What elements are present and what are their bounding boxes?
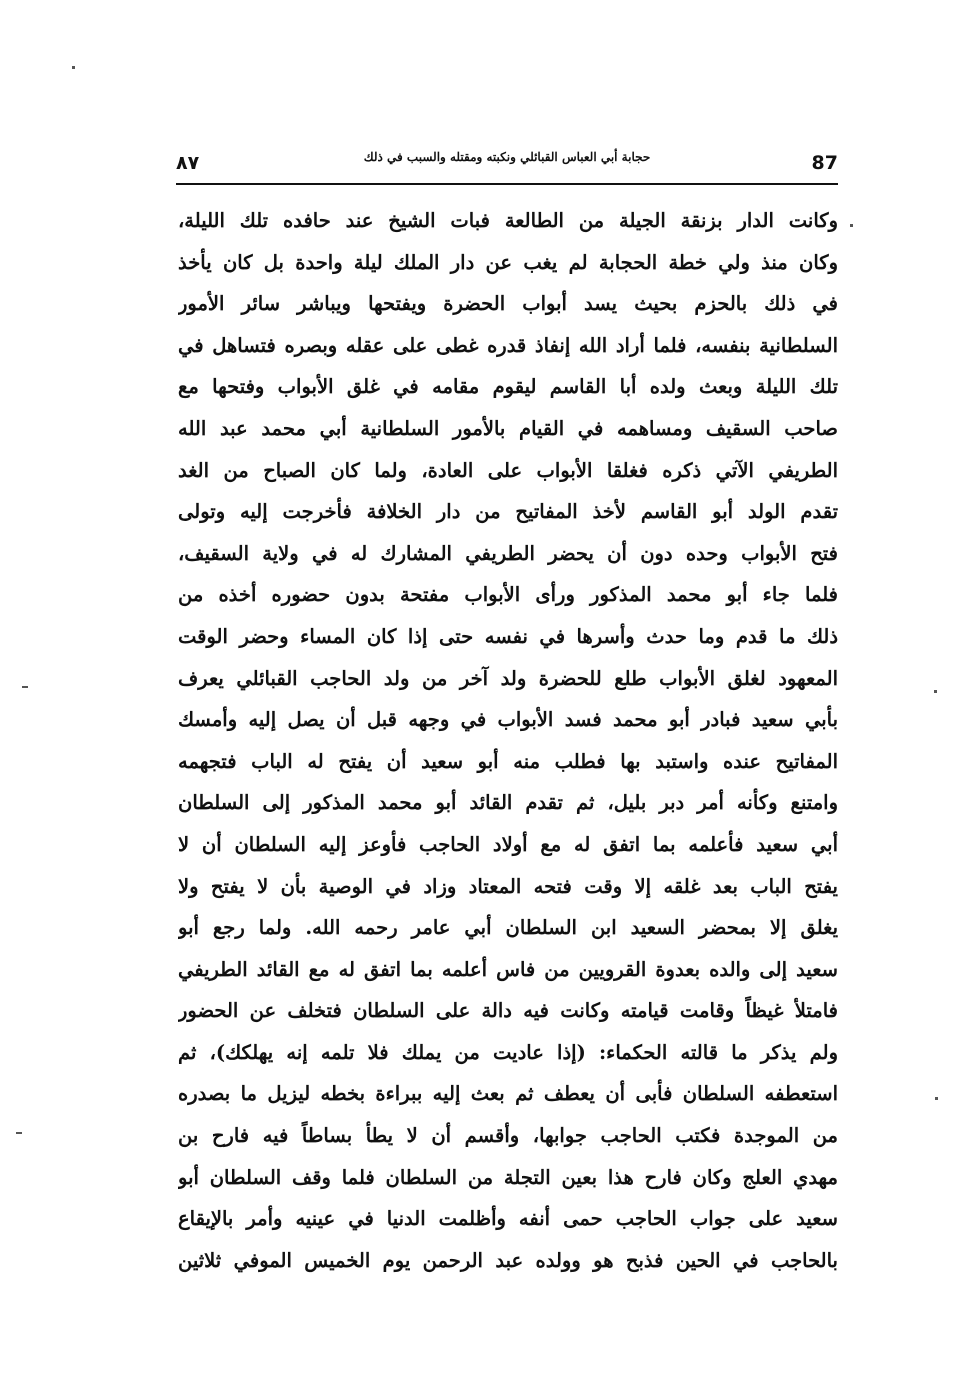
text-line: من الموجدة فكتب الحاجب جوابها، وأقسم أن لا يطأ بساطاً فيه فارح بن <box>178 1124 838 1148</box>
text-line: المفاتيح عنده واستبد بها فطلب منه أبو سعيد أن يفتح له الباب فتجهمه <box>178 749 838 773</box>
text-line: يفتح الباب بعد غلقه إلا وقت فتحه المعتاد وزاد في الوصية بأن لا يفتح ولا <box>178 874 838 898</box>
text-line: الطريفي الآتي ذكره فغلقا الأبواب على العادة، ولما كان الصباح من الغد <box>178 458 838 482</box>
scan-speck <box>72 66 75 69</box>
text-line: سعيد إلى والده بعدوة القرويين من فاس أعلمه بما اتفق له مع القائد الطريفي <box>178 957 838 981</box>
text-line: مهدي العلج وكان فارح هذا بعين التجلة من السلطان فلما وقف السلطان أبو <box>178 1165 838 1189</box>
text-line: في ذلك بالحزم بحيث يسد أبواب الحضرة ويفتحها ويباشر سائر الأمور <box>178 292 838 316</box>
body-text <box>178 200 838 1281</box>
text-line: استعطفه السلطان فأبى أن يعطف ثم بعث إليه ببراءة بخطه ليزيل ما بصدره <box>178 1082 838 1106</box>
text-line: وكان منذ ولي خطة الحجابة لم يغب عن دار الملك ليلة واحدة بل كان يأخذ <box>178 250 838 274</box>
text-line: تلك الليلة وبعث ولده أبا القاسم ليقوم مقامه في غلق الأبواب وفتحها مع <box>178 375 838 399</box>
header-divider <box>176 183 838 185</box>
text-line: ولم يذكر ما قالته الحكماء: (إذا عاديت من يملك فلا تلمه إنه يهلكك)، ثم <box>178 1040 838 1064</box>
running-header <box>176 146 838 182</box>
text-line: فتح الأبواب وحده دون أن يحضر الطريفي المشارك له في ولاية السقيف، <box>178 541 838 565</box>
text-line: أبي سعيد فأعلمه بما اتفق له مع أولاد الحاجب فأوعز إليه السلطان أن لا <box>178 832 838 856</box>
text-line: ذلك ما قدم وما حدث وأسرها في نفسه حتى إذا كان المساء وحضر الوقت <box>178 624 838 648</box>
scan-speck <box>934 690 937 693</box>
text-line: بالحاجب في الحين فذبح هو وولده عبد الرحمن يوم الخميس الموفي ثلاثين <box>178 1248 838 1272</box>
text-line: وكانت الدار بزنقة الجيلة من الطالعة فبات الشيخ عند حافده تلك الليلة، <box>178 209 838 232</box>
scan-speck <box>16 1132 22 1134</box>
text-line: المعهود لغلق الأبواب طلع للحضرة ولد آخر من ولد الحاجب القبائلي يعرف <box>178 666 838 690</box>
text-line: فامتلأ غيظاً وقامت قيامته وكانت فيه دالة على السلطان فتخلف عن الحضور <box>178 999 838 1023</box>
scan-speck <box>850 224 853 227</box>
text-line: يغلق إلا بمحضر السعيد ابن السلطان أبي عامر رحمه الله. ولما رجع أبو <box>178 916 838 940</box>
text-line: صاحب السقيف ومساهمه في القيام بالأمور السلطانية أبي محمد عبد الله <box>178 416 838 440</box>
page-number-arabic: ٨٧ <box>176 152 200 174</box>
page-number-latin: 87 <box>811 152 838 174</box>
text-line: فلما جاء أبو محمد المذكور ورأى الأبواب مفتحة بدون حضوره أخذه من <box>178 583 838 607</box>
text-line: وامتنع وكأنه أمر دبر بليل، ثم تقدم القائد أبو محمد المذكور إلى السلطان <box>178 791 838 815</box>
text-line: السلطانية بنفسه، فلما أراد الله إنفاذ قدره غطى على عقله وبصره فتساهل في <box>178 333 838 357</box>
scan-speck <box>22 686 28 688</box>
text-line: بأبي سعيد فبادر أبو محمد فسد الأبواب في وجهه قبل أن يصل إليه وأمسك <box>178 708 838 732</box>
text-line: تقدم الولد أبو القاسم لأخذ المفاتيح من دار الخلافة فأخرجت إليه وتولى <box>178 500 838 524</box>
header-title: حجابة أبي العباس القبائلي ونكبته ومقتله والسبب في ذلك <box>363 150 651 164</box>
text-line: سعيد على جواب الحاجب حمى أنفه وأظلمت الدنيا في عينيه وأمر بالإيقاع <box>178 1207 838 1231</box>
scan-speck <box>935 1097 938 1100</box>
